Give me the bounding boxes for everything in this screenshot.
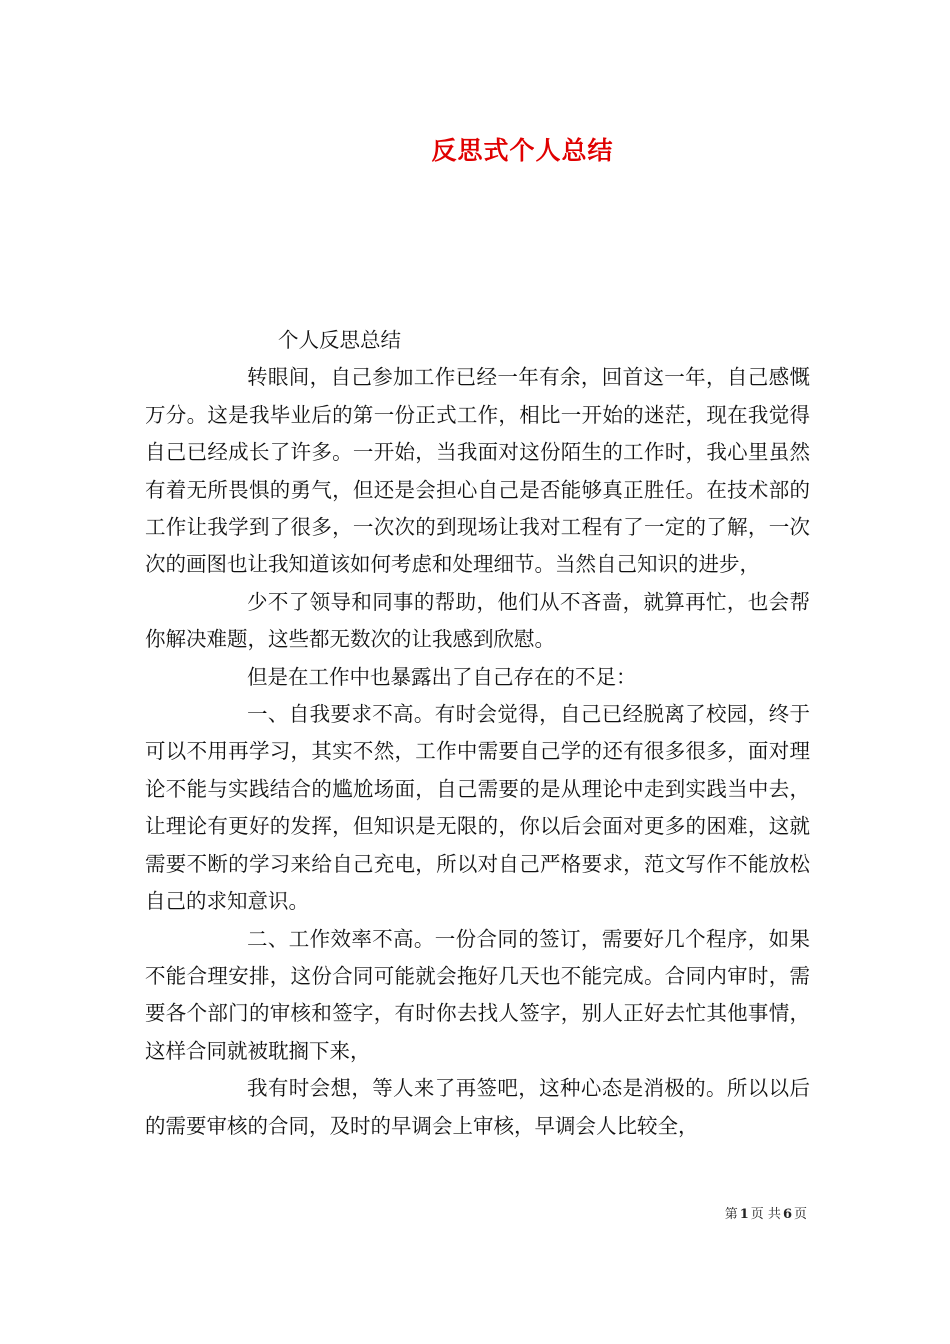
footer-total-pages: 6 (782, 1207, 792, 1222)
footer-page-number: 1 (739, 1207, 749, 1222)
footer-middle: 页 共 (750, 1207, 781, 1222)
footer-suffix: 页 (793, 1207, 807, 1222)
document-title: 反思式个人总结 (431, 136, 614, 165)
paragraph: 少不了领导和同事的帮助，他们从不吝啬，就算再忙，也会帮你解决难题，这些都无数次的让我感到欣慰。 (145, 589, 810, 652)
paragraph: 但是在工作中也暴露出了自己存在的不足： (247, 664, 637, 689)
paragraph: 二、工作效率不高。一份合同的签订，需要好几个程序，如果不能合理安排，这份合同可能就会拖好几天也不能完成。合同内审时，需要各个部门的审核和签字，有时你去找人签字，别人正好去忙其他事情，这样合同就被耽搁下来， (145, 926, 810, 1063)
paragraph: 转眼间，自己参加工作已经一年有余，回首这一年，自己感慨万分。这是我毕业后的第一份正式工作，相比一开始的迷茫，现在我觉得自己已经成长了许多。一开始，当我面对这份陌生的工作时，我心里虽然有着无所畏惧的勇气，但还是会担心自己是否能够真正胜任。在技术部的工作让我学到了很多，一次次的到现场让我对工程有了一定的了解，一次次的画图也让我知道该如何考虑和处理细节。当然自己知识的进步， (145, 365, 810, 577)
document-body (145, 322, 810, 1145)
paragraph: 一、自我要求不高。有时会觉得，自己已经脱离了校园，终于可以不用再学习，其实不然，工作中需要自己学的还有很多很多，面对理论不能与实践结合的尴尬场面，自己需要的是从理论中走到实践当中去，让理论有更好的发挥，但知识是无限的，你以后会面对更多的困难，这就需要不断的学习来给自己充电，所以对自己严格要求，范文写作不能放松自己的求知意识。 (145, 702, 810, 914)
document-subtitle: 个人反思总结 (278, 328, 401, 352)
page-footer (725, 1206, 807, 1224)
paragraph: 我有时会想，等人来了再签吧，这种心态是消极的。所以以后的需要审核的合同，及时的早调会上审核，早调会人比较全， (145, 1076, 810, 1138)
footer-prefix: 第 (724, 1207, 738, 1222)
